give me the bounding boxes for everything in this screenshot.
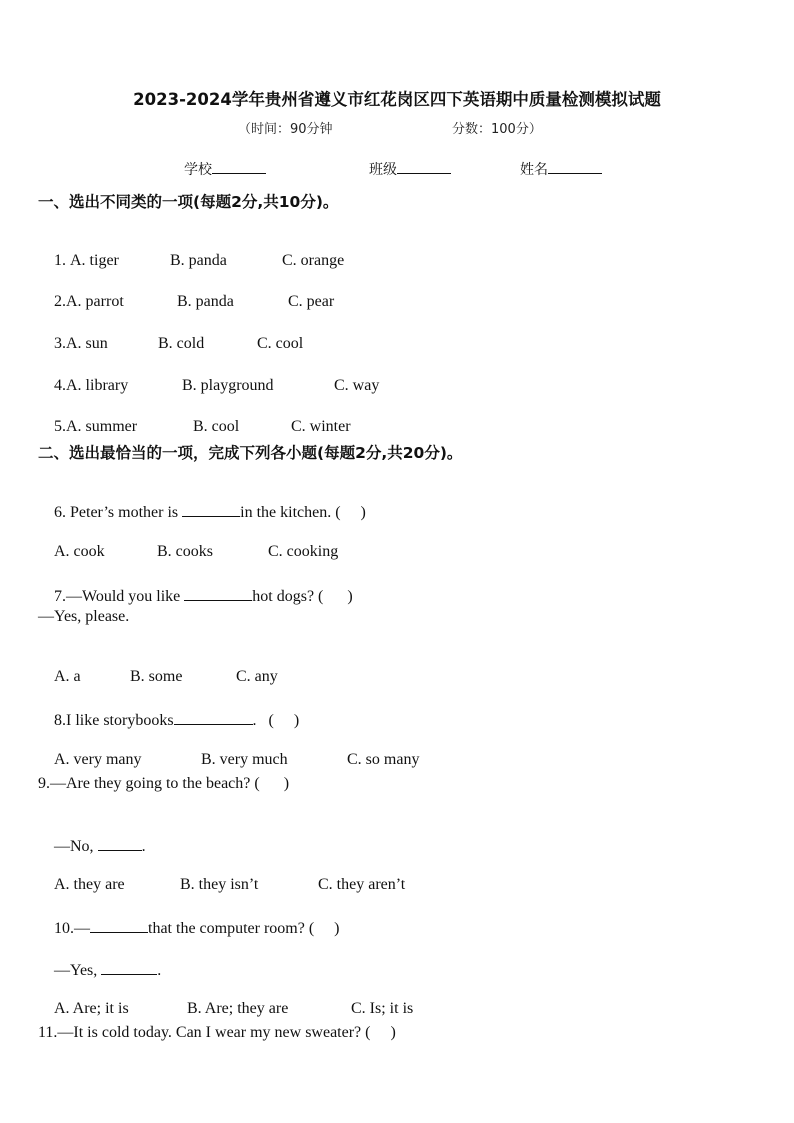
exam-score: 分数：100分） [452,122,542,137]
q9-option-b: B. they isn’t [180,876,259,893]
q1-option-b: B. panda [170,252,227,269]
q7-option-b: B. some [130,668,183,685]
name-blank[interactable] [548,159,602,174]
name-field [520,159,602,179]
q9-option-a: A. they are [54,876,125,893]
q10-option-c: C. Is; it is [351,1000,414,1017]
q7-option-a: A. a [54,668,81,685]
q10-stem-end: that the computer room? ( ) [148,920,340,937]
q9-reply-start: —No, [54,838,98,855]
q10-reply-blank[interactable] [101,959,157,975]
q5-option-a: A. summer [66,418,138,435]
q5-number: 5. [54,418,66,435]
q3-option-a: A. sun [66,335,108,352]
q4-number: 4. [54,377,66,394]
q4-option-a: A. library [66,377,129,394]
q6-stem-end: in the kitchen. ( ) [240,504,366,521]
q7-reply: —Yes, please. [38,608,130,625]
q6-stem-start: 6. Peter’s mother is [54,504,183,521]
exam-time: （时间：90分钟 [238,122,333,137]
section1-heading: 一、选出不同类的一项(每题2分,共10分)。 [38,193,339,211]
q1-option-a: A. tiger [70,252,119,269]
q10-option-b: B. Are; they are [187,1000,289,1017]
q7-stem-end: hot dogs? ( ) [252,588,353,605]
q10-stem-start: 10.— [54,920,90,937]
question-11: 11.—It is cold today. Can I wear my new sweater? ( ) [38,1024,396,1041]
class-label: 班级 [369,162,397,178]
q1-option-c: C. orange [282,252,345,269]
q2-number: 2. [54,293,66,310]
q6-option-c: C. cooking [268,543,339,560]
q2-option-a: A. parrot [66,293,124,310]
name-label: 姓名 [520,162,548,178]
q2-option-b: B. panda [177,293,234,310]
q5-option-b: B. cool [193,418,240,435]
q7-blank[interactable] [184,585,252,601]
q7-option-c: C. any [236,668,278,685]
q3-option-b: B. cold [158,335,205,352]
q9-reply-end: . [141,838,146,855]
q1-number: 1. [54,252,70,269]
school-blank[interactable] [212,159,266,174]
q8-stem-start: 8.I like storybooks [54,712,174,729]
q5-option-c: C. winter [291,418,351,435]
q4-option-b: B. playground [182,377,274,394]
q10-reply-end: . [157,962,162,979]
q6-option-a: A. cook [54,543,105,560]
q4-option-c: C. way [334,377,380,394]
q2-option-c: C. pear [288,293,335,310]
q8-blank[interactable] [174,709,253,725]
q10-reply-start: —Yes, [54,962,102,979]
question-9: 9.—Are they going to the beach? ( ) [38,775,290,792]
q10-blank[interactable] [90,917,148,933]
q7-stem-start: 7.—Would you like [54,588,185,605]
q9-option-c: C. they aren’t [318,876,406,893]
q3-option-c: C. cool [257,335,304,352]
school-field [184,159,266,179]
q8-stem-end: . ( ) [252,712,300,729]
page-title: 2023-2024学年贵州省遵义市红花岗区四下英语期中质量检测模拟试题 [133,90,661,109]
q8-option-b: B. very much [201,751,288,768]
q6-blank[interactable] [182,501,240,517]
school-label: 学校 [184,162,212,178]
q6-option-b: B. cooks [157,543,213,560]
q8-option-c: C. so many [347,751,420,768]
class-field [369,159,451,179]
section2-heading: 二、选出最恰当的一项，完成下列各小题(每题2分,共20分)。 [38,444,463,462]
q8-option-a: A. very many [54,751,142,768]
q3-number: 3. [54,335,66,352]
class-blank[interactable] [397,159,451,174]
q9-blank[interactable] [98,835,142,851]
q10-option-a: A. Are; it is [54,1000,129,1017]
